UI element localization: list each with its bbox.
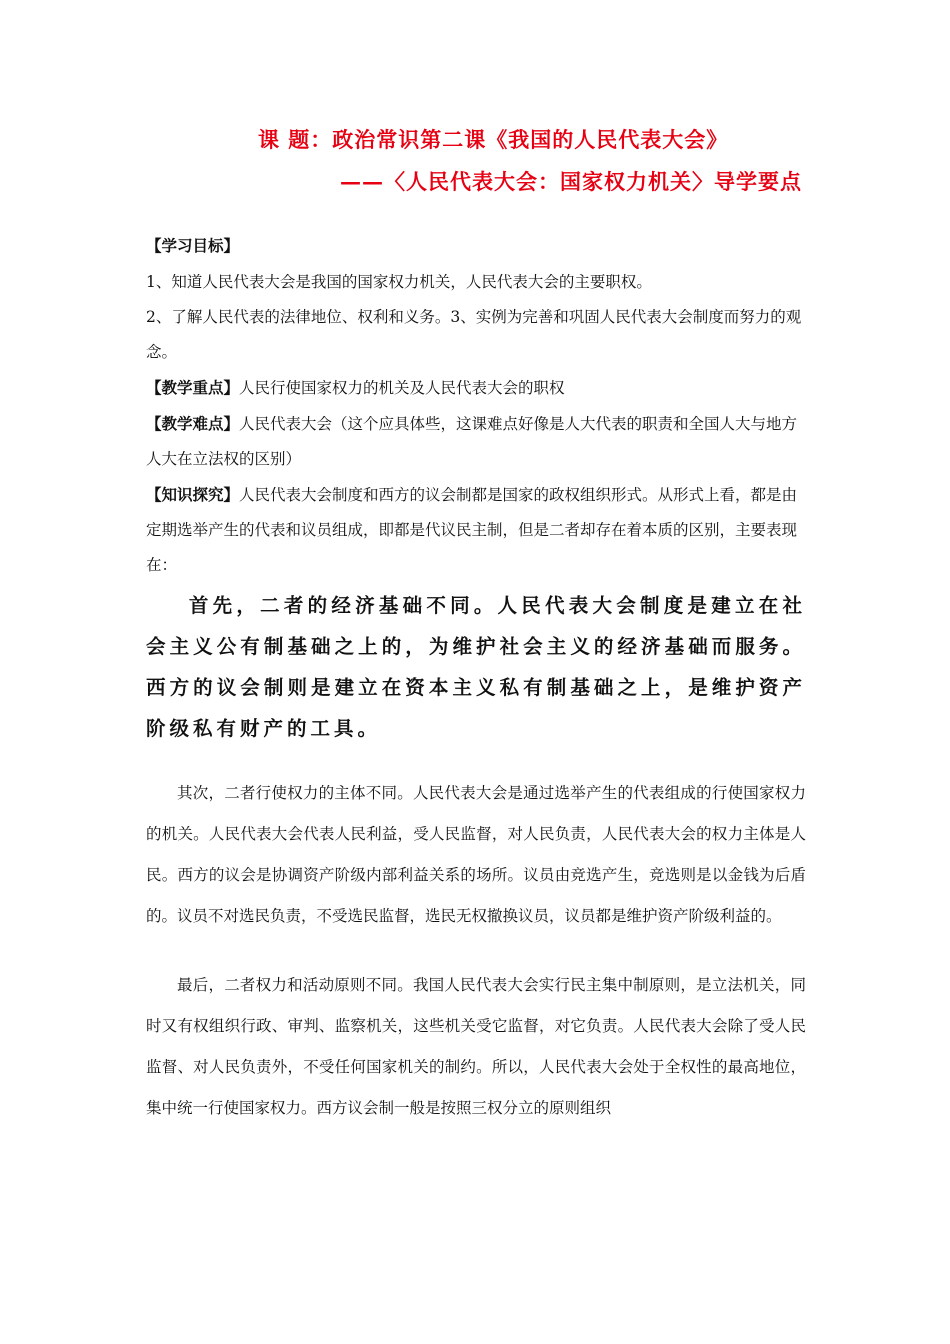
paragraph-second: 其次，二者行使权力的主体不同。人民代表大会是通过选举产生的代表组成的行使国家权力的机关。人民代表大会代表人民利益，受人民监督，对人民负责，人民代表大会的权力主体是人民。西方的议会是协调资产阶级内部利益关系的场所。议员由竞选产生，竞选则是以金钱为后盾的。议员不对选民负责，不受选民监督，选民无权撤换议员，议员都是维护资产阶级利益的。	[146, 784, 806, 925]
document-subtitle: ——〈人民代表大会：国家权力机关〉导学要点	[340, 169, 802, 194]
exploration-text: 人民代表大会制度和西方的议会制都是国家的政权组织形式。从形式上看，都是由定期选举产生的代表和议员组成，即都是代议民主制，但是二者却存在着本质的区别，主要表现在：	[146, 486, 798, 574]
paragraph-last: 最后，二者权力和活动原则不同。我国人民代表大会实行民主集中制原则，是立法机关，同时又有权组织行政、审判、监察机关，这些机关受它监督，对它负责。人民代表大会除了受人民监督、对人民负责外，不受任何国家机关的制约。所以，人民代表大会处于全权性的最高地位，集中统一行使国家权力。西方议会制一般是按照三权分立的原则组织	[146, 976, 806, 1117]
key-point-label: 【教学重点】	[146, 378, 240, 397]
objectives-heading: 【学习目标】	[146, 236, 240, 255]
paragraph-first: 首先，二者的经济基础不同。人民代表大会制度是建立在社会主义公有制基础之上的，为维护社会主义的经济基础而服务。西方的议会制则是建立在资本主义私有制基础之上，是维护资产阶级私有财产的工具。	[146, 594, 806, 740]
difficult-point	[146, 406, 806, 477]
document-title: 课 题：政治常识第二课《我国的人民代表大会》	[258, 127, 729, 152]
knowledge-exploration	[146, 477, 806, 583]
difficult-point-label: 【教学难点】	[146, 414, 240, 433]
document-body	[146, 228, 806, 1129]
objective-item-1: 1、知道人民代表大会是我国的国家权力机关，人民代表大会的主要职权。	[146, 273, 652, 291]
key-point	[146, 370, 806, 406]
key-point-text: 人民行使国家权力的机关及人民代表大会的职权	[239, 379, 565, 397]
exploration-label: 【知识探究】	[146, 485, 240, 504]
difficult-point-text: 人民代表大会（这个应具体些，这课难点好像是人大代表的职责和全国人大与地方人大在立法权的区别）	[146, 415, 798, 468]
objective-item-2: 2、了解人民代表的法律地位、权利和义务。3、实例为完善和巩固人民代表大会制度而努力的观念。	[146, 308, 802, 361]
